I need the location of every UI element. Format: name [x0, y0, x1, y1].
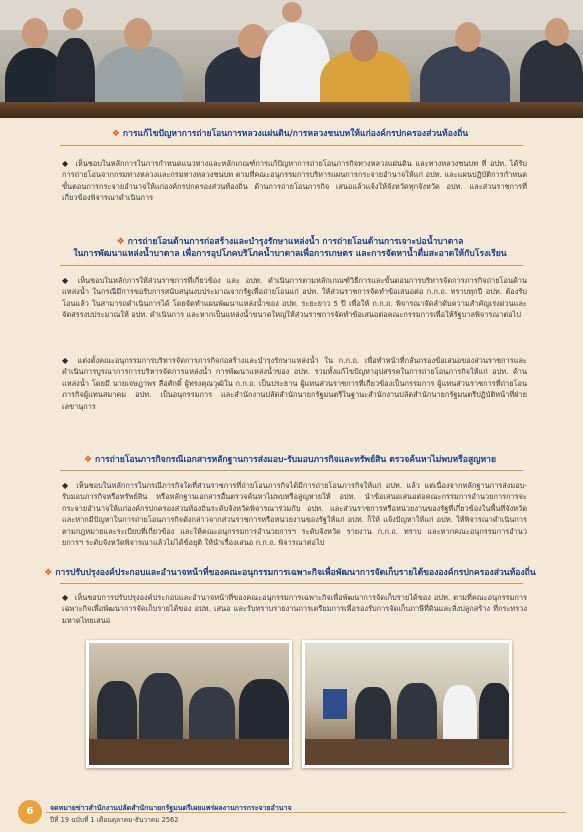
bullet-icon: ◆ — [62, 481, 71, 490]
photo-head — [455, 22, 481, 52]
section-1-heading — [40, 129, 540, 141]
section-2-heading-line-1: การถ่ายโอนด้านการก่อสร้างและบำรุงรักษาแหล่งน้ำ การถ่ายโอนด้านการเจาะบ่อน้ำบาดาล — [127, 237, 464, 247]
photo-person — [97, 681, 137, 741]
footer-issue-info: ปีที่ 19 ฉบับที่ 1 เดือนตุลาคม-ธันวาคม 2562 — [50, 816, 179, 824]
photo-table — [89, 739, 289, 765]
section-1-heading-text: การแก้ไขปัญหาการถ่ายโอนการหลวงแผ่นดิน/การหลวงชนบทให้แก่องค์กรปกครองส่วนท้องถิ่น — [122, 129, 469, 139]
top-meeting-photo — [0, 0, 583, 118]
bullet-icon: ◆ — [62, 159, 70, 168]
photo-head — [124, 18, 152, 50]
page-number: 6 — [18, 800, 42, 824]
meeting-photo-left — [86, 640, 292, 768]
photo-head — [282, 2, 302, 22]
section-4-paragraph-1-text: เห็นชอบการปรับปรุงองค์ประกอบและอำนาจหน้าที่ของคณะอนุกรรมการเฉพาะกิจเพื่อพัฒนาการจัดเก็บรายได้ของ อปท. ตามที่คณะอนุกรรมการเฉพาะกิจเพื่อพัฒนาการจัดเก็บรายได้ของ อปท. เสนอ และรับทราบรายงานการเตรียมการเพื่อรองรับการจัดเก็บภาษีที่ดินและสิ่งปลูกสร้าง ที่กระทรวงมหาดไทยเสนอ — [62, 593, 527, 625]
section-1-paragraph-1 — [62, 158, 527, 204]
photo-head — [545, 18, 569, 46]
photo-person — [355, 687, 391, 743]
footer-publication-title: จดหมายข่าวสำนักงานปลัดสำนักนายกรัฐมนตรีเผยแพร่ผลงานการกระจายอำนาจ — [50, 804, 292, 812]
photo-person — [443, 685, 477, 743]
photo-person — [479, 683, 511, 743]
section-2-paragraph-1 — [62, 275, 527, 321]
diamond-icon: ❖ — [44, 568, 53, 578]
photo-table — [0, 102, 583, 118]
photo-screen — [323, 689, 347, 719]
section-4-paragraph-1 — [62, 592, 527, 626]
meeting-photo-right — [302, 640, 512, 768]
section-3-heading — [40, 455, 540, 467]
meeting-photo-left-scene — [89, 643, 289, 765]
section-2-heading — [40, 237, 540, 260]
bullet-icon: ◆ — [62, 276, 72, 285]
photo-person — [239, 679, 289, 743]
section-2-paragraph-2-text: แต่งตั้งคณะอนุกรรมการบริหารจัดการภารกิจก่อสร้างและบำรุงรักษาแหล่งน้ำ ใน ก.ก.ถ. เพื่อทำหน้าที่กลั่นกรองข้อเสนอของส่วนราชการและดำเนินการบูรณาการการบริหารจัดการแหล่งน้ำ การพัฒนาแหล่งน้ำของ อปท. รวมทั้งแก้ไขปัญหาอุปสรรคในการถ่ายโอนภารกิจให้แก่ อปท. ด้านแหล่งน้ำ โดยมี นายเจษฎาพร ลือศักดิ์ ผู้ทรงคุณวุฒิใน ก.ก.ถ. เป็นประธาน ผู้แทนส่วนราชการที่เกี่ยวข้องเป็นกรรมการ ผู้แทนส่วนราชการที่ถ่ายโอนภารกิจผู้แทนสมาคม อปท. เป็นอนุกรรมการ และสำนักงานปลัดสำนักนายกรัฐมนตรีในฐานะสำนักงานปลัดสำนักนายกรัฐมนตรีปฏิบัติหน้าที่ฝ่ายเลขานุการ — [62, 356, 527, 411]
bullet-icon: ◆ — [62, 593, 69, 602]
diamond-icon: ❖ — [111, 129, 120, 139]
section-4-heading — [40, 568, 540, 580]
footer-rule — [46, 812, 566, 813]
diamond-icon: ❖ — [116, 237, 125, 247]
section-2-paragraph-1-text: เห็นชอบในหลักการให้ส่วนราชการที่เกี่ยวข้อง และ อปท. ดำเนินการตามหลักเกณฑ์วิธีการและขั้นตอนการบริหารจัดการภารกิจถ่ายโอนด้านแหล่งน้ำ ในกรณีมีการขอรับการสนับสนุนงบประมาณจากรัฐเพื่อถ่ายโอนแก่ อปท. ให้ส่วนราชการจัดทำข้อเสนอต่อ ก.ก.ถ. ทราบทุกปี อปท. ต้องรับโอนแล้ว ในสามารถดำเนินการได้ โดยจัดทำแผนพัฒนาแหล่งน้ำของ อปท. ระยะยาว 5 ปี เพื่อให้ ก.ก.ถ. พิจารณาจัดลำดับความสำคัญเร่งด่วนและจัดสรรงบประมาณให้ อปท. ดำเนินการ และหากเป็นแหล่งน้ำขนาดใหญ่ให้ส่วนราชการจัดทำข้อเสนอต่อคณะกรรมการเพื่อให้รัฐบาลพิจารณาต่อไป — [62, 276, 527, 320]
photo-person — [139, 673, 183, 743]
section-2-rule — [60, 265, 523, 266]
photo-person — [397, 683, 437, 743]
photo-person — [189, 687, 235, 743]
photo-head — [63, 8, 83, 30]
photo-table — [305, 739, 509, 765]
section-2-paragraph-2 — [62, 355, 527, 412]
bullet-icon: ◆ — [62, 356, 72, 365]
section-3-paragraph-1 — [62, 480, 527, 548]
diamond-icon: ❖ — [83, 455, 93, 465]
meeting-photo-right-scene — [305, 643, 509, 765]
section-3-rule — [60, 470, 523, 471]
photo-head — [350, 30, 378, 62]
section-4-heading-text: การปรับปรุงองค์ประกอบและอำนาจหน้าที่ของคณะอนุกรรมการเฉพาะกิจเพื่อพัฒนาการจัดเก็บรายได้ขององค์กรปกครองส่วนท้องถิ่น — [55, 568, 536, 578]
photo-head — [22, 18, 48, 48]
section-4-rule — [60, 583, 523, 584]
page-footer — [0, 792, 583, 832]
section-1-rule — [60, 145, 523, 146]
section-3-heading-text: การถ่ายโอนภารกิจกรณีเอกสารหลักฐานการส่งมอบ-รับมอบภารกิจและทรัพย์สิน ตรวจค้นหาไม่พบหรือสูญหาย — [95, 455, 497, 465]
section-1-paragraph-1-text: เห็นชอบในหลักการในการกำหนดแนวทางและหลักเกณฑ์การแก้ปัญหาการถ่ายโอนภารกิจทางหลวงแผ่นดิน และทางหลวงชนบท ที่ อปท. ได้รับการถ่ายโอนจากกรมทางหลวงและกรมทางหลวงชนบท ตามที่คณะอนุกรรมการบริหารแผนการกระจายอำนาจให้แก่ อปท. และแผนปฏิบัติการกำหนดขั้นตอนการกระจายอำนาจให้แก่องค์กรปกครองส่วนท้องถิ่น ด้านการถ่ายโอนภารกิจ เสนอแล้วแจ้งให้จังหวัดทุกจังหวัด อปท. และส่วนราชการที่เกี่ยวข้องพิจารณาดำเนินการ — [62, 159, 527, 203]
section-3-paragraph-1-text: เห็นชอบในหลักการในกรณีภารกิจใดที่ส่วนราชการที่ถ่ายโอนภารกิจได้มีการถ่ายโอนภารกิจให้แก่ อปท. แล้ว แต่เนื่องจากหลักฐานการส่งมอบ-รับมอบภารกิจหรือทรัพย์สิน หรือหลักฐานเอกสารอื่นตรวจค้นหาไม่พบหรือสูญหายให้ อปท. นำข้อเสนอเสนอต่อคณะกรรมการอำนวยการการจะกระจายอำนาจให้แก่องค์กรปกครองส่วนท้องถิ่นระดับจังหวัดพิจารณาร่วมกับ อปท. และส่วนราชการหรือหน่วยงานของรัฐที่เกี่ยวข้องในพื้นที่จังหวัด และหากมีปัญหาในการถ่ายโอนภารกิจดังกล่าวจากส่วนราชการหรือหน่วยงานของรัฐให้แก่ อปท. ก็ให้ แจ้งปัญหาให้แก่ อปท. ให้พิจารณาดำเนินการตามกฎหมายและระเบียบที่เกี่ยวข้อง และให้คณะอนุกรรมการอำนวยการฯ ระดับจังหวัด รายงาน ก.ก.ถ. ทราบ และหากคณะอนุกรรมการอำนวยการฯ ระดับจังหวัดพิจารณาแล้วไม่ได้ข้อยุติ ให้นำเรื่องเสนอ ก.ก.ถ. พิจารณาต่อไป — [62, 481, 527, 548]
section-2-heading-line-2: ในการพัฒนาแหล่งน้ำบาดาล เพื่อการอุปโภคบริโภคน้ำบาดาลเพื่อการเกษตร และการจัดหาน้ำดื่มสะอาดให้กับโรงเรียน — [73, 248, 507, 259]
